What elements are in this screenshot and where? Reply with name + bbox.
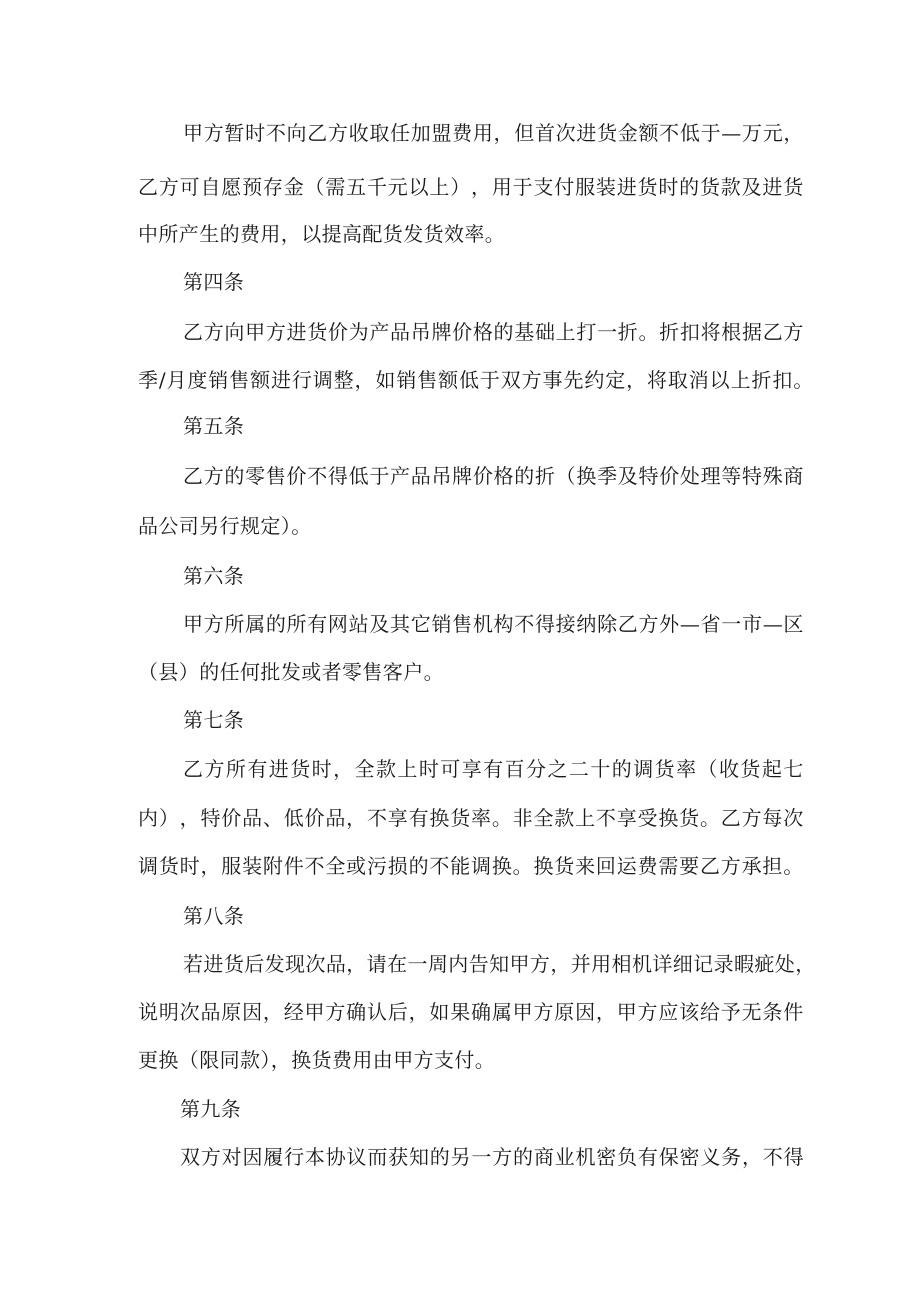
article-heading: 第四条 (183, 270, 245, 294)
article-heading: 第八条 (183, 904, 245, 928)
paragraph-line: 内 ） ， 特 价 品 、 低 价 品 ， 不 享 有 换 货 率 。 非 全 款 上 不 享 受 换 货 。 乙 方 每 次 (138, 806, 804, 830)
article-heading: 第七条 (183, 708, 245, 732)
paragraph-line: 品公司另行规定）。 (138, 514, 312, 538)
article-heading: 第九条 (180, 1097, 242, 1121)
paragraph-line: 更换（限同款），换货费用由甲方支付。 (138, 1048, 496, 1072)
paragraph-line: 若 进 货 后 发 现 次 品 ， 请 在 一 周 内 告 知 甲 方 ， 并 用 相 机 详 细 记 录 暇 疵 处 ， (183, 952, 816, 976)
paragraph-line: 说 明 次 品 原 因 ， 经 甲 方 确 认 后 ， 如 果 确 属 甲 方 原 因 ， 甲 方 应 该 给 予 无 条 件 (138, 1000, 804, 1024)
paragraph-line: 中所产生的费用，以提高配货发货效率。 (138, 222, 506, 246)
article-heading: 第五条 (183, 414, 245, 438)
paragraph-line: 乙 方 可 自 愿 预 存 金 （ 需 五 千 元 以 上 ） ， 用 于 支 付 服 装 进 货 时 的 货 款 及 进 货 (138, 175, 804, 199)
paragraph-line: 调 货 时 ， 服 装 附 件 不 全 或 污 损 的 不 能 调 换 。 换 货 来 回 运 费 需 要 乙 方 承 担 。 (138, 854, 804, 878)
paragraph-line: 甲 方 暂 时 不 向 乙 方 收 取 任 加 盟 费 用 ， 但 首 次 进 货 金 额 不 低 于 — 万 元 ， (183, 121, 804, 145)
paragraph-line: 乙 方 向 甲 方 进 货 价 为 产 品 吊 牌 价 格 的 基 础 上 打 一 折 。 折 扣 将 根 据 乙 方 (183, 320, 804, 344)
paragraph-line: 乙 方 所 有 进 货 时 ， 全 款 上 时 可 享 有 百 分 之 二 十 的 调 货 率 （ 收 货 起 七 (183, 757, 804, 781)
paragraph-line: 乙 方 的 零 售 价 不 得 低 于 产 品 吊 牌 价 格 的 折 （ 换 季 及 特 价 处 理 等 特 殊 商 (183, 464, 804, 488)
article-heading: 第六条 (183, 564, 245, 588)
paragraph-line: 季 / 月 度 销 售 额 进 行 调 整 ， 如 销 售 额 低 于 双 方 事 先 约 定 ， 将 取 消 以 上 折 扣 。 (138, 368, 814, 392)
paragraph-line: （县）的任何批发或者零售客户。 (138, 660, 444, 684)
paragraph-line: 甲 方 所 属 的 所 有 网 站 及 其 它 销 售 机 构 不 得 接 纳 除 乙 方 外 — 省 一 市 — 区 (183, 612, 804, 636)
paragraph-line: 双 方 对 因 履 行 本 协 议 而 获 知 的 另 一 方 的 商 业 机 密 负 有 保 密 义 务 ， 不 得 (180, 1145, 804, 1169)
